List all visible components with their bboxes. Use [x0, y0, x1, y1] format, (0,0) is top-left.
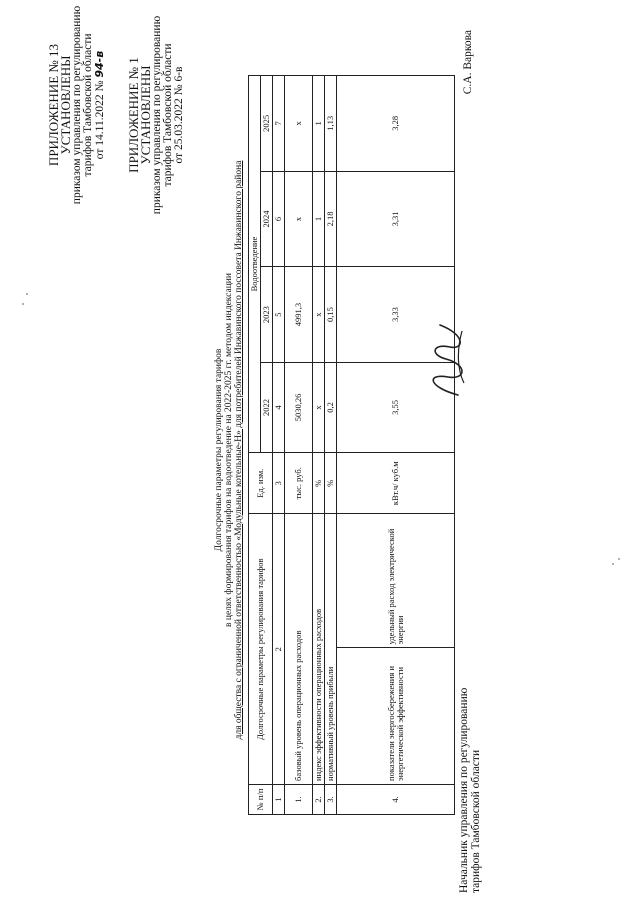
appendix-13-title: ПРИЛОЖЕНИЕ № 13: [46, 43, 61, 167]
index-cell: 2: [273, 514, 285, 784]
row-unit: %: [325, 453, 337, 514]
index-cell: 6: [273, 171, 285, 267]
appendix-13-date: [94, 5, 106, 205]
row-value: 0,2: [325, 362, 337, 452]
row-subparam: удельный расход электрической энергии: [337, 514, 455, 648]
appendix-13-approved: УСТАНОВЛЕНЫ: [58, 55, 73, 155]
appendix-1-title: ПРИЛОЖЕНИЕ № 1: [126, 57, 141, 173]
signatory-position-line-1: Начальник управления по регулированию: [458, 687, 470, 893]
table-row: [313, 76, 325, 815]
title-line-1: Долгосрочные параметры регулирования тарифов: [214, 348, 224, 552]
header-num: № п/п: [249, 784, 273, 814]
row-num: 3.: [325, 784, 337, 814]
header-year: 2022: [261, 362, 273, 452]
row-value: 3,55: [337, 362, 455, 452]
header-year: 2024: [261, 171, 273, 267]
row-value: 2,18: [325, 171, 337, 267]
appendix-1-approved: УСТАНОВЛЕНЫ: [138, 65, 153, 165]
row-param: индекс эффективности операционных расходов: [313, 514, 325, 784]
title-line-2: в целях формирования тарифов на водоотведение на 2022-2025 гг. методом индексации: [224, 273, 234, 627]
row-num: 4.: [337, 784, 455, 814]
appendix-13-order: приказом управления по регулированию: [71, 5, 83, 205]
row-param: базовый уровень операционных расходов: [285, 514, 313, 784]
handwritten-signature: [418, 315, 478, 405]
row-unit: тыс. руб.: [285, 453, 313, 514]
table-row: [325, 76, 337, 815]
header-unit: Ед. изм.: [249, 453, 273, 514]
scan-speck: [26, 293, 28, 295]
index-cell: 4: [273, 362, 285, 452]
row-value: 3,33: [337, 267, 455, 363]
appendix-13-handwritten-number: 94-в: [93, 50, 106, 78]
index-cell: 3: [273, 453, 285, 514]
table-row: [337, 76, 455, 815]
row-value: 5030,26: [285, 362, 313, 452]
appendix-1-block: [128, 15, 185, 215]
row-value: х: [285, 171, 313, 267]
row-num: 2.: [313, 784, 325, 814]
header-param: Долгосрочные параметры регулирования тарифов: [249, 514, 273, 784]
row-unit: %: [313, 453, 325, 514]
row-value: х: [313, 267, 325, 363]
scan-speck: [22, 303, 24, 305]
index-cell: 1: [273, 784, 285, 814]
row-param: показатели энергосбережения и энергетической эффективности: [337, 648, 455, 785]
row-value: 0,15: [325, 267, 337, 363]
appendix-1-order: приказом управления по регулированию: [151, 15, 163, 215]
appendix-13-authority: тарифов Тамбовской области: [82, 33, 94, 177]
signatory-position: [458, 533, 482, 893]
index-cell: 5: [273, 267, 285, 363]
header-year: 2025: [261, 76, 273, 172]
appendix-13-block: [48, 5, 106, 205]
parameters-table: [248, 75, 455, 815]
header-group: Водоотведение: [249, 76, 261, 453]
header-year: 2023: [261, 267, 273, 363]
table-row: [285, 76, 313, 815]
row-unit: кВт.ч/ куб.м: [337, 453, 455, 514]
row-param: нормативный уровень прибыли: [325, 514, 337, 784]
signatory-position-line-2: тарифов Тамбовской области: [470, 749, 482, 893]
appendix-13-date-prefix: от 14.11.2022 №: [94, 80, 106, 160]
row-value: 1: [313, 76, 325, 172]
scan-speck: [618, 558, 620, 560]
row-value: х: [285, 76, 313, 172]
row-value: 1,13: [325, 76, 337, 172]
appendix-1-date: от 25.03.2022 № 6-в: [173, 66, 185, 164]
row-num: 1.: [285, 784, 313, 814]
row-value: х: [313, 362, 325, 452]
row-value: 1: [313, 171, 325, 267]
scan-speck: [612, 563, 614, 565]
row-value: 4991,3: [285, 267, 313, 363]
document-title: [214, 90, 244, 810]
appendix-1-authority: тарифов Тамбовской области: [162, 43, 174, 187]
row-value: 3,31: [337, 171, 455, 267]
signatory-name: С.А. Варкова: [462, 30, 474, 95]
table-header-row: [249, 76, 261, 815]
row-value: 3,28: [337, 76, 455, 172]
title-line-3: для общества с ограниченной ответственностью «Модульные котельные-Н» для потребителей Инжавинского поссовета Инжавинского района: [234, 160, 244, 740]
table-index-row: [273, 76, 285, 815]
index-cell: 7: [273, 76, 285, 172]
